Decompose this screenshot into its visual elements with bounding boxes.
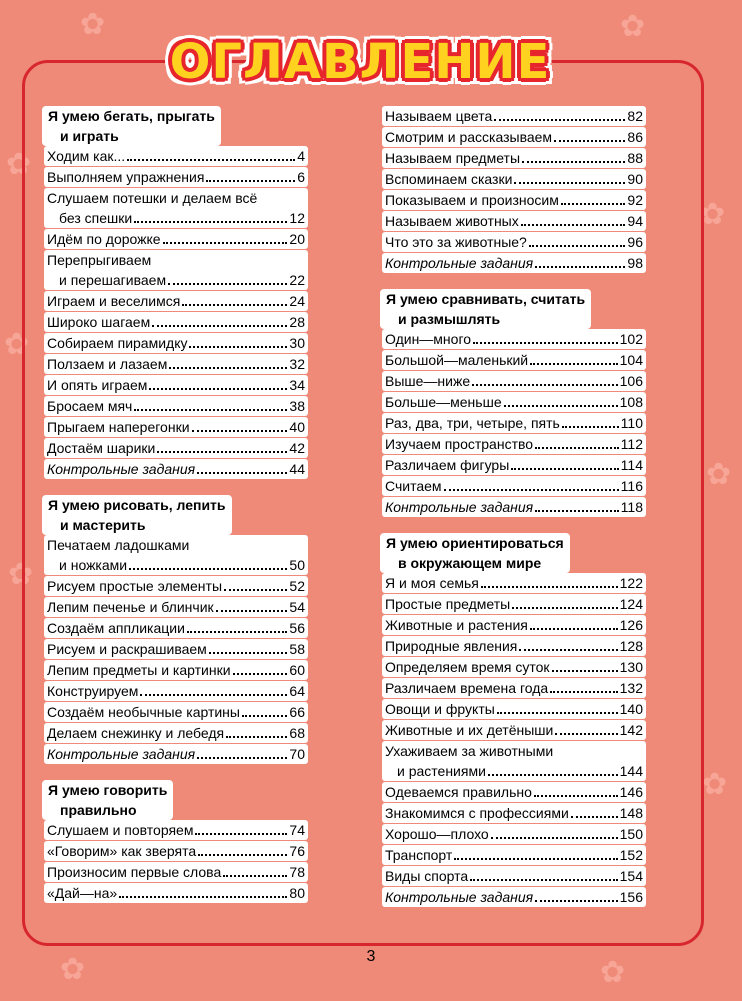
toc-entry[interactable] [382, 845, 646, 865]
toc-entry[interactable] [382, 392, 646, 412]
entry-page: 96 [627, 234, 643, 250]
entry-label: Знакомимся с профессиями [385, 805, 569, 821]
dot-leader [233, 673, 288, 675]
entry-page: 128 [619, 638, 643, 654]
dot-leader [129, 568, 287, 570]
section-title [42, 106, 221, 146]
entry-page: 64 [289, 683, 305, 699]
bunny-decoration-icon: ✿ [620, 9, 646, 44]
dot-leader [562, 426, 619, 428]
dot-leader [554, 140, 625, 142]
entry-label: Рисуем и раскрашиваем [47, 641, 207, 657]
entry-page: 88 [627, 150, 643, 166]
toc-entry[interactable] [44, 167, 308, 187]
toc-section [44, 106, 308, 479]
entry-page: 40 [289, 419, 305, 435]
entry-page: 52 [289, 578, 305, 594]
toc-entry[interactable] [382, 232, 646, 252]
entry-label: Транспорт [385, 847, 453, 863]
entry-page: 98 [627, 255, 643, 271]
toc-entry[interactable] [44, 660, 308, 680]
toc-entry[interactable] [382, 782, 646, 802]
dot-leader [192, 430, 288, 432]
entry-label: Различаем времена года [385, 680, 549, 696]
entry-label: Один—много [385, 331, 472, 347]
entry-label: Лепим печенье и блинчик [47, 599, 214, 615]
section-title-line: Я умею бегать, прыгать [48, 108, 215, 124]
entry-label: Называем цвета [385, 108, 493, 124]
dot-leader [119, 896, 287, 898]
toc-entry[interactable] [382, 169, 646, 189]
toc-entry[interactable] [382, 434, 646, 454]
section-title-line: Я умею рисовать, лепить [48, 497, 226, 513]
dot-leader [491, 837, 618, 839]
entry-label: Показываем и произносим [385, 192, 559, 208]
entry-page: 68 [289, 725, 305, 741]
dot-leader [534, 795, 618, 797]
entry-label: Бросаем мяч [47, 398, 133, 414]
toc-entry[interactable] [382, 211, 646, 231]
entry-page: 150 [619, 826, 643, 842]
toc-entry[interactable] [382, 803, 646, 823]
entry-label: Перепрыгиваем [47, 252, 152, 268]
dot-leader [134, 221, 287, 223]
entry-label: Ползаем и лазаем [47, 356, 168, 372]
page-number: 3 [366, 948, 376, 965]
dot-leader [197, 472, 287, 474]
entry-page: 86 [627, 129, 643, 145]
entry-page: 12 [289, 210, 305, 226]
dot-leader [519, 649, 617, 651]
entry-page: 76 [289, 843, 305, 859]
entry-page: 156 [619, 889, 643, 905]
entry-page: 114 [620, 457, 643, 473]
toc-entry[interactable] [382, 573, 646, 593]
dot-leader [535, 900, 618, 902]
entry-page: 102 [619, 331, 643, 347]
entry-label: Делаем снежинку и лебедя [47, 725, 225, 741]
toc-entry[interactable] [382, 148, 646, 168]
entry-page: 56 [289, 620, 305, 636]
entry-label: Я и моя семья [385, 575, 479, 591]
dot-leader [242, 715, 287, 717]
bunny-decoration-icon: ✿ [706, 457, 732, 492]
toc-entry[interactable] [382, 636, 646, 656]
entry-label: Различаем фигуры [385, 457, 510, 473]
toc-entry[interactable] [44, 188, 308, 228]
entry-label: Контрольные задания [385, 889, 534, 905]
entry-label: Больше—меньше [385, 394, 502, 410]
entry-label: Контрольные задания [47, 746, 196, 762]
toc-entry[interactable] [382, 476, 646, 496]
toc-entry[interactable] [44, 862, 308, 882]
entry-page: 80 [289, 885, 305, 901]
section-title-line: Я умею говорить [48, 782, 168, 798]
toc-entry[interactable] [382, 350, 646, 370]
entry-page: 126 [619, 617, 643, 633]
toc-entry[interactable] [44, 576, 308, 596]
toc-entry[interactable] [382, 455, 646, 475]
toc-entry[interactable] [382, 497, 646, 517]
toc-entry[interactable] [382, 106, 646, 126]
dot-leader [444, 489, 619, 491]
dot-leader [530, 628, 618, 630]
entry-label: Контрольные задания [385, 255, 534, 271]
entry-label: Животные и растения [385, 617, 528, 633]
dot-leader [134, 409, 287, 411]
dot-leader [535, 266, 625, 268]
toc-entry[interactable] [382, 741, 646, 781]
toc-entry[interactable] [382, 594, 646, 614]
entry-label-continued: и перешагиваем [59, 272, 167, 288]
entry-page: 148 [619, 805, 643, 821]
entry-page: 22 [289, 272, 305, 288]
dot-leader [168, 283, 287, 285]
toc-entry[interactable] [382, 253, 646, 273]
toc-entry[interactable] [44, 723, 308, 743]
entry-label: Рисуем простые элементы [47, 578, 223, 594]
entry-label: Лепим предметы и картинки [47, 662, 231, 678]
entry-label: Собираем пирамидку [47, 335, 188, 351]
dot-leader [571, 816, 618, 818]
toc-section [44, 780, 308, 903]
bunny-decoration-icon: ✿ [60, 952, 86, 987]
section-title-line: правильно [60, 802, 137, 818]
bunny-decoration-icon: ✿ [80, 7, 106, 42]
entry-page: 140 [619, 701, 643, 717]
entry-page: 20 [289, 231, 305, 247]
dot-leader [209, 652, 288, 654]
dot-leader [552, 670, 618, 672]
section-title-line: и размышлять [398, 311, 501, 327]
entry-page: 74 [289, 822, 305, 838]
entry-page: 50 [289, 557, 305, 573]
entry-label: Называем животных [385, 213, 519, 229]
entry-page: 60 [289, 662, 305, 678]
entry-page: 104 [619, 352, 643, 368]
entry-label-continued: без спешки [59, 210, 133, 226]
entry-page: 116 [620, 478, 643, 494]
toc-entry[interactable] [44, 459, 308, 479]
entry-page: 4 [297, 148, 305, 164]
dot-leader [140, 694, 287, 696]
section-title-line: Я умею ориентироваться [386, 535, 564, 551]
dot-leader [189, 346, 287, 348]
entry-label: Одеваемся правильно [385, 784, 532, 800]
toc-entry[interactable] [382, 615, 646, 635]
bunny-decoration-icon: ✿ [4, 327, 30, 362]
entry-label: Называем предметы [385, 150, 521, 166]
entry-label: Смотрим и рассказываем [385, 129, 553, 145]
entry-page: 82 [627, 108, 643, 124]
toc-entry[interactable] [44, 250, 308, 290]
toc-section [382, 289, 646, 517]
dot-leader [149, 388, 287, 390]
toc-entry[interactable] [44, 229, 308, 249]
entry-label-continued: и ножками [59, 557, 128, 573]
dot-leader [226, 736, 287, 738]
section-title-line: и мастерить [60, 517, 146, 533]
entry-page: 90 [627, 171, 643, 187]
entry-label: Слушаем потешки и делаем всё [47, 190, 258, 206]
entry-label: Широко шагаем [47, 314, 151, 330]
dot-leader [470, 879, 617, 881]
bunny-decoration-icon: ✿ [8, 557, 34, 592]
entry-label: Создаём аппликации [47, 620, 185, 636]
dot-leader [555, 733, 617, 735]
entry-page: 132 [619, 680, 643, 696]
bunny-decoration-icon: ✿ [702, 767, 728, 802]
entry-page: 144 [619, 763, 643, 779]
dot-leader [454, 858, 617, 860]
toc-right-column [382, 106, 646, 923]
entry-label: Считаем [385, 478, 442, 494]
dot-leader [514, 182, 625, 184]
entry-page: 92 [627, 192, 643, 208]
entry-page: 118 [620, 499, 643, 515]
toc-entry[interactable] [382, 371, 646, 391]
entry-page: 142 [619, 722, 643, 738]
dot-leader [529, 245, 626, 247]
dot-leader [223, 875, 287, 877]
dot-leader [488, 774, 618, 776]
section-title-line: Я умею сравнивать, считать [386, 291, 586, 307]
dot-leader [224, 589, 287, 591]
entry-page: 66 [289, 704, 305, 720]
dot-leader [182, 304, 287, 306]
entry-page: 54 [289, 599, 305, 615]
dot-leader [494, 119, 625, 121]
section-title [42, 495, 232, 535]
entry-page: 30 [289, 335, 305, 351]
toc-entry[interactable] [44, 375, 308, 395]
entry-label: Произносим первые слова [47, 864, 222, 880]
dot-leader [157, 451, 287, 453]
toc-entry[interactable] [44, 396, 308, 416]
toc-section [382, 106, 646, 273]
entry-label: Вспоминаем сказки [385, 171, 513, 187]
dot-leader [187, 631, 288, 633]
toc-entry[interactable] [44, 333, 308, 353]
dot-leader [206, 180, 295, 182]
entry-label: Печатаем ладошками [47, 537, 190, 553]
dot-leader [216, 610, 288, 612]
toc-entry[interactable] [382, 824, 646, 844]
entry-page: 44 [289, 461, 305, 477]
toc-entry[interactable] [382, 678, 646, 698]
toc-entry[interactable] [44, 702, 308, 722]
entry-page: 32 [289, 356, 305, 372]
section-title-line: в окружающем мире [398, 555, 542, 571]
toc-entry[interactable] [44, 535, 308, 575]
bunny-decoration-icon: ✿ [600, 955, 626, 990]
toc-entry[interactable] [44, 639, 308, 659]
toc-entry[interactable] [44, 820, 308, 840]
dot-leader [497, 712, 618, 714]
entry-label: Выполняем упражнения [47, 169, 205, 185]
toc-entry[interactable] [44, 841, 308, 861]
entry-page: 6 [297, 169, 305, 185]
toc-section [44, 495, 308, 764]
entry-label: Природные явления [385, 638, 518, 654]
toc-entry[interactable] [382, 190, 646, 210]
entry-label: Идём по дорожке [47, 231, 161, 247]
section-title [380, 533, 570, 573]
entry-label: «Говорим» как зверята [47, 843, 197, 859]
entry-label: Создаём необычные картины [47, 704, 240, 720]
entry-page: 24 [289, 293, 305, 309]
dot-leader [197, 757, 287, 759]
entry-page: 38 [289, 398, 305, 414]
toc-entry[interactable] [44, 597, 308, 617]
dot-leader [512, 607, 617, 609]
entry-label: Контрольные задания [47, 461, 196, 477]
entry-label: Конструируем [47, 683, 139, 699]
entry-page: 42 [289, 440, 305, 456]
toc-entry[interactable] [44, 312, 308, 332]
toc-entry[interactable] [44, 438, 308, 458]
toc-left-column [44, 106, 308, 919]
toc-entry[interactable] [382, 657, 646, 677]
dot-leader [521, 224, 626, 226]
bunny-decoration-icon: ✿ [700, 197, 726, 232]
toc-entry[interactable] [44, 883, 308, 903]
dot-leader [535, 510, 619, 512]
entry-page: 106 [619, 373, 643, 389]
entry-label: Выше—ниже [385, 373, 471, 389]
entry-page: 70 [289, 746, 305, 762]
toc-entry[interactable] [44, 146, 308, 166]
entry-page: 110 [620, 415, 643, 431]
entry-page: 130 [619, 659, 643, 675]
entry-page: 124 [619, 596, 643, 612]
entry-label: Овощи и фрукты [385, 701, 495, 717]
entry-page: 28 [289, 314, 305, 330]
dot-leader [472, 384, 618, 386]
section-title-line: и играть [60, 128, 119, 144]
entry-page: 108 [619, 394, 643, 410]
toc-entry[interactable] [382, 413, 646, 433]
dot-leader [522, 161, 625, 163]
dot-leader [481, 586, 618, 588]
entry-label: Слушаем и повторяем [47, 822, 194, 838]
entry-label: Хорошо—плохо [385, 826, 489, 842]
toc-entry[interactable] [382, 329, 646, 349]
section-title [380, 289, 591, 329]
entry-label: Ходим как... [47, 148, 126, 164]
dot-leader [198, 854, 287, 856]
entry-label: И опять играем [47, 377, 148, 393]
entry-label: Прыгаем наперегонки [47, 419, 190, 435]
dot-leader [511, 468, 618, 470]
toc-entry[interactable] [44, 618, 308, 638]
entry-label: Определяем время суток [385, 659, 550, 675]
dot-leader [504, 405, 618, 407]
toc-entry[interactable] [382, 887, 646, 907]
dot-leader [473, 342, 618, 344]
entry-label: Ухаживаем за животными [385, 743, 554, 759]
dot-leader [535, 447, 619, 449]
entry-label-continued: и растениями [397, 763, 486, 779]
entry-label: Виды спорта [385, 868, 469, 884]
entry-label: Что это за животные? [385, 234, 527, 250]
toc-entry[interactable] [382, 127, 646, 147]
entry-page: 94 [627, 213, 643, 229]
entry-page: 34 [289, 377, 305, 393]
entry-page: 152 [619, 847, 643, 863]
dot-leader [152, 325, 287, 327]
entry-label: Простые предметы [385, 596, 511, 612]
toc-entry[interactable] [382, 866, 646, 886]
entry-page: 112 [620, 436, 643, 452]
entry-page: 122 [619, 575, 643, 591]
toc-entry[interactable] [44, 417, 308, 437]
toc-entry[interactable] [382, 699, 646, 719]
entry-label: Раз, два, три, четыре, пять [385, 415, 560, 431]
toc-entry[interactable] [44, 681, 308, 701]
dot-leader [195, 833, 287, 835]
dot-leader [169, 367, 287, 369]
entry-label: Большой—маленький [385, 352, 529, 368]
entry-page: 154 [619, 868, 643, 884]
dot-leader [550, 691, 617, 693]
entry-label: Контрольные задания [385, 499, 534, 515]
section-title [42, 780, 173, 820]
toc-entry[interactable] [382, 720, 646, 740]
entry-page: 146 [619, 784, 643, 800]
bunny-decoration-icon: ✿ [6, 147, 32, 182]
dot-leader [163, 242, 288, 244]
entry-label: Животные и их детёныши [385, 722, 554, 738]
entry-page: 78 [289, 864, 305, 880]
entry-label: Играем и веселимся [47, 293, 181, 309]
entry-label: «Дай—на» [47, 885, 118, 901]
page-title: ОГЛАВЛЕНИЕ [169, 34, 551, 90]
title-banner [160, 30, 560, 94]
dot-leader [530, 363, 618, 365]
dot-leader [561, 203, 626, 205]
entry-label: Достаём шарики [47, 440, 156, 456]
toc-entry[interactable] [44, 291, 308, 311]
toc-section [382, 533, 646, 907]
dot-leader [127, 159, 295, 161]
toc-entry[interactable] [44, 354, 308, 374]
entry-label: Изучаем пространство [385, 436, 534, 452]
toc-entry[interactable] [44, 744, 308, 764]
entry-page: 58 [289, 641, 305, 657]
